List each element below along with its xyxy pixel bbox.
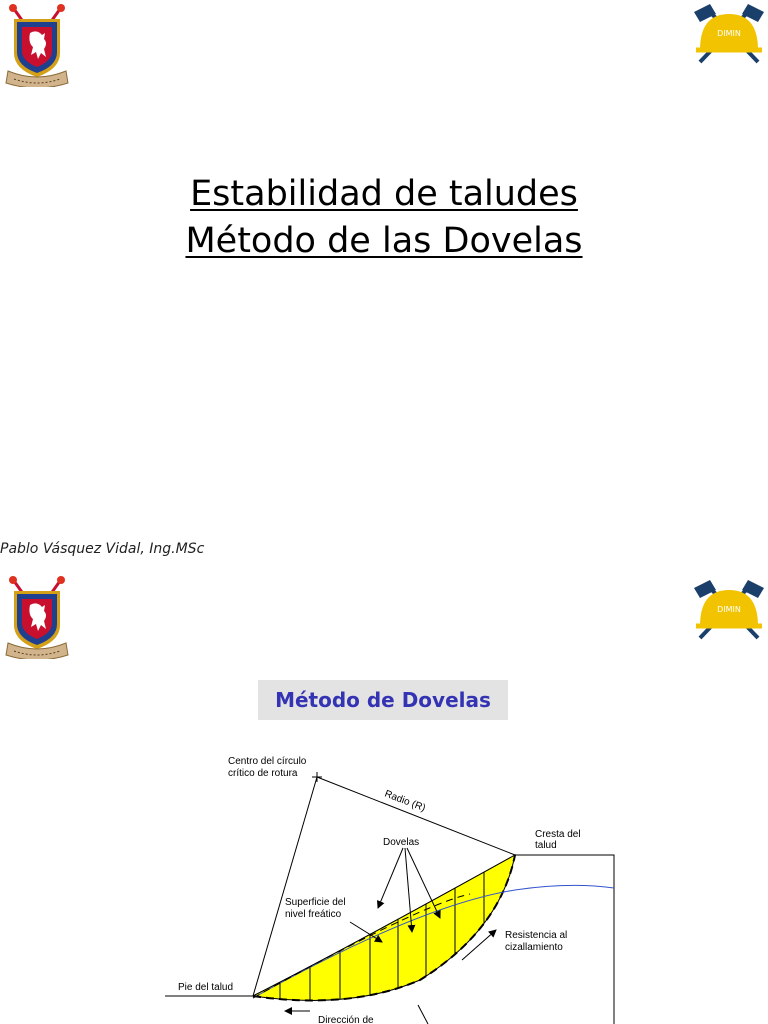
svg-text:DIMIN: DIMIN xyxy=(717,605,741,614)
label-cresta-line2: talud xyxy=(535,840,557,851)
label-pie: Pie del talud xyxy=(178,982,234,993)
label-centro-line2: crítico de rotura xyxy=(228,768,298,779)
sliding-mass xyxy=(253,855,515,1000)
label-superficie-line1: Superficie del xyxy=(285,897,346,908)
svg-text:DIMIN: DIMIN xyxy=(717,29,741,38)
slices-method-diagram xyxy=(0,570,768,1024)
author-credit: Pablo Vásquez Vidal, Ing.MSc xyxy=(0,541,205,557)
label-dovelas: Dovelas xyxy=(383,837,420,848)
dimin-mining-logo xyxy=(690,2,768,68)
label-resistencia-line2: cizallamiento xyxy=(505,942,563,953)
label-direccion: Dirección de xyxy=(318,1015,374,1024)
section-heading: Método de Dovelas xyxy=(258,680,508,720)
radius-to-toe xyxy=(253,777,317,996)
slide-title-line-1: Estabilidad de taludes xyxy=(190,174,578,214)
method-slide xyxy=(0,570,768,1024)
label-centro-line1: Centro del círculo xyxy=(228,756,307,767)
university-crest-logo xyxy=(4,3,70,87)
label-radio: Radio (R) xyxy=(382,788,427,815)
label-superficie-line2: nivel freático xyxy=(285,909,342,920)
label-cresta-line1: Cresta del xyxy=(535,829,581,840)
label-resistencia-line1: Resistencia al xyxy=(505,930,568,941)
slide-title-line-2: Método de las Dovelas xyxy=(185,221,583,261)
